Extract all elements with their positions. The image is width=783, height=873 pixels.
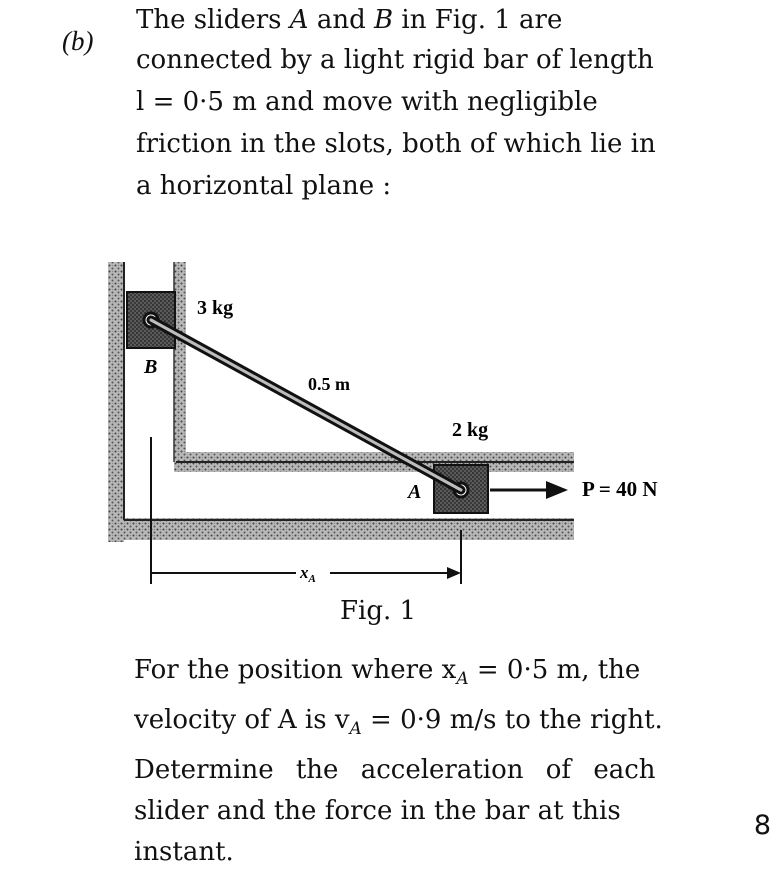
word: negligible: [467, 87, 598, 117]
word: move: [322, 87, 393, 117]
text: = 0·5 m, the: [468, 655, 641, 685]
question-line-4: slider and the force in the bar at this: [134, 796, 621, 827]
text: = 0·9 m/s to the right.: [361, 705, 663, 736]
word: and: [265, 87, 315, 117]
word: sliders: [193, 5, 282, 35]
slider-b-label: B: [144, 356, 158, 378]
word: and: [316, 5, 366, 35]
word: A: [289, 5, 309, 35]
figure-caption: Fig. 1: [340, 596, 417, 626]
word: Fig.: [434, 5, 486, 35]
length-expression: l = 0·5 m: [136, 87, 257, 117]
problem-question: [134, 650, 710, 873]
word: with: [400, 87, 459, 117]
text: For the position where x: [134, 655, 457, 685]
word: B: [374, 5, 394, 35]
question-line-5: instant.: [134, 837, 234, 868]
word: The: [136, 5, 186, 35]
part-label: (b): [62, 26, 94, 56]
dimension-label: [299, 563, 316, 585]
subscript: A: [349, 719, 362, 740]
outer-left-wall: [108, 262, 124, 542]
force-arrowhead-icon: [546, 481, 568, 499]
question-line-1: [134, 650, 710, 700]
subscript: A: [456, 669, 469, 690]
word: connected by a light rigid bar of length: [136, 45, 654, 75]
dimension-symbol: x: [300, 563, 309, 582]
mass-b-label: 3 kg: [197, 297, 234, 319]
force-label: P = 40 N: [582, 477, 658, 501]
word: a horizontal plane :: [136, 171, 392, 201]
marks: 8: [753, 810, 771, 841]
word: friction in the slots, both of which lie in: [136, 129, 656, 159]
question-line-2: [134, 700, 710, 750]
text: velocity of A is v: [134, 705, 350, 736]
word: are: [519, 5, 563, 35]
question-line-3: Determine the acceleration of each: [134, 755, 656, 786]
word: in: [401, 5, 427, 35]
dimension-subscript: A: [308, 573, 316, 585]
slider-a-label: A: [408, 481, 422, 503]
mass-a-label: 2 kg: [452, 419, 489, 441]
bar-length-label: 0.5 m: [308, 374, 350, 394]
word: 1: [494, 5, 511, 35]
outer-bottom-ground: [108, 518, 574, 540]
dimension-arrowhead-icon: [447, 567, 461, 579]
